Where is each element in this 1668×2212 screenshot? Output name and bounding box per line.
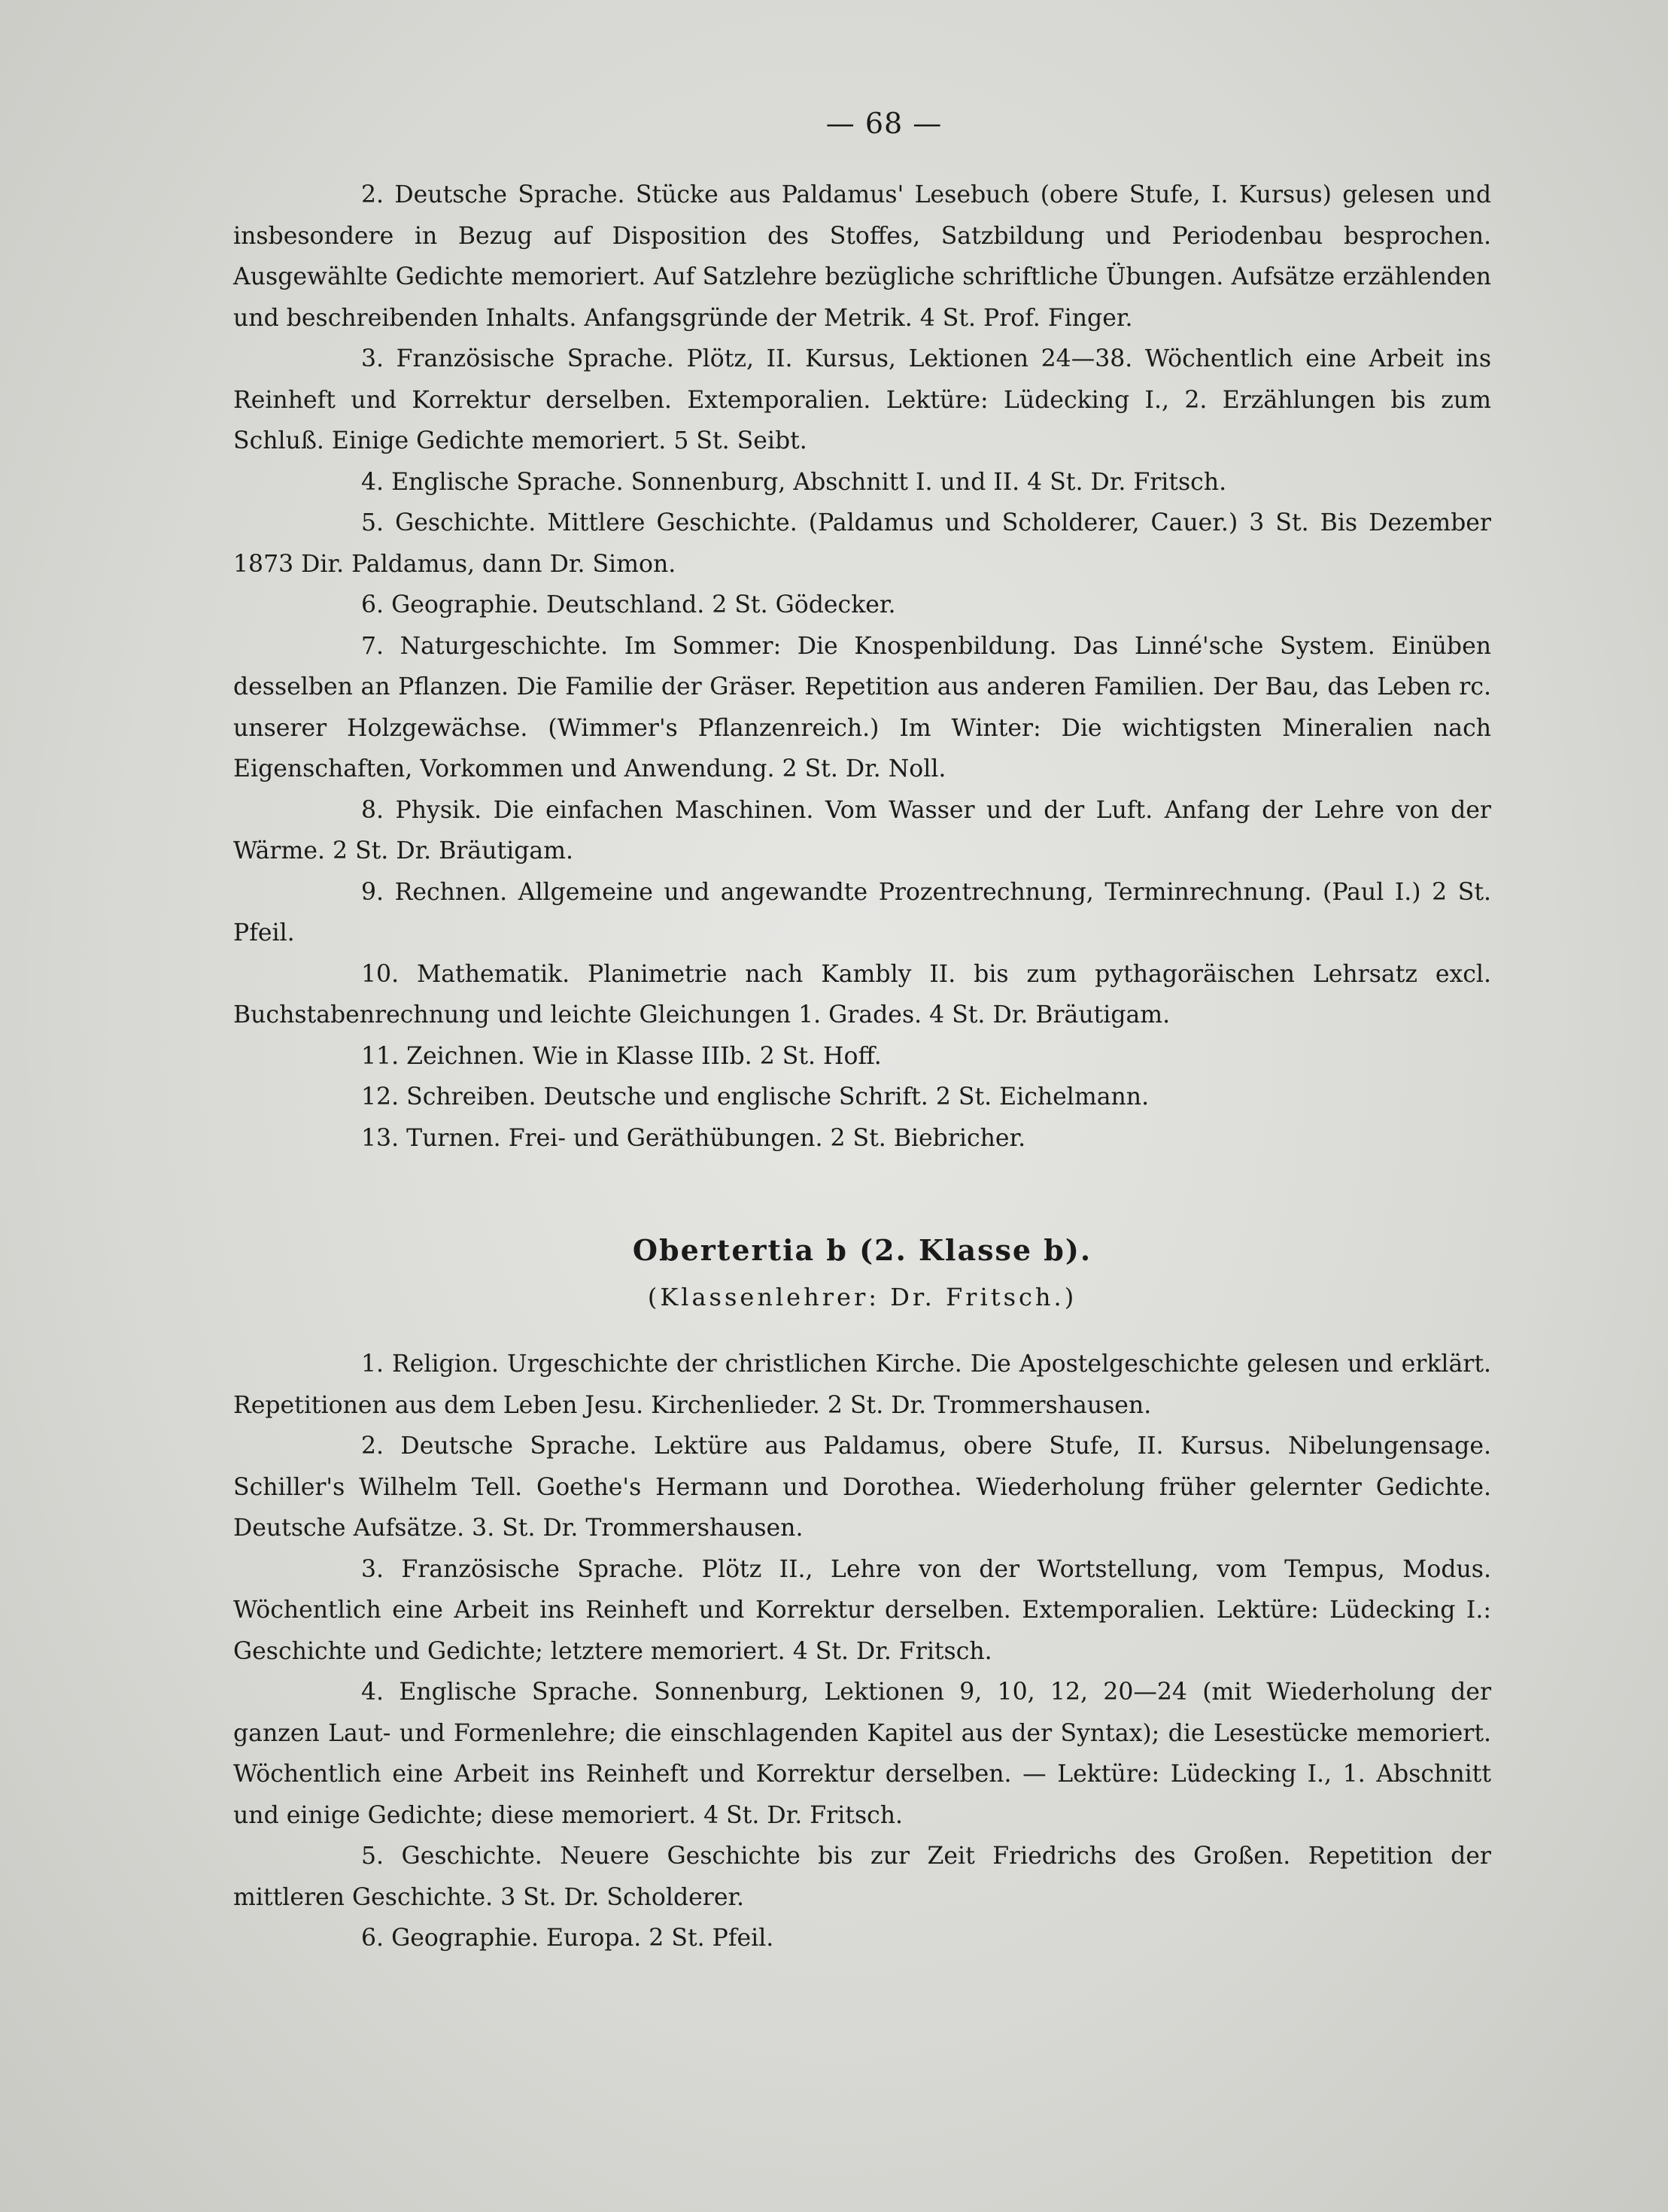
page-number: — 68 — xyxy=(825,107,943,140)
entry-deutsche-sprache-a: 2. Deutsche Sprache. Stücke aus Paldamus' Lesebuch (obere Stufe, I. Kursus) gelesen und insbesondere in Bezug auf Disposition des Stoffes, Satzbildung und Periodenbau besprochen. Ausgewählte Gedichte memoriert. Auf Satzlehre bezügliche schriftliche Übungen. Aufsätze erzählenden und beschreibenden Inhalts. Anfangsgründe der Metrik. 4 St. Prof. Finger. xyxy=(233,181,1491,332)
entry-schreiben-a: 12. Schreiben. Deutsche und englische Schrift. 2 St. Eichelmann. xyxy=(361,1083,1150,1111)
entry-deutsche-sprache-b: 2. Deutsche Sprache. Lektüre aus Paldamus, obere Stufe, II. Kursus. Nibelungensage. Schiller's Wilhelm Tell. Goethe's Hermann und Dorothea. Wiederholung früher gelernter Gedichte. Deutsche Aufsätze. 3. St. Dr. Trommershausen. xyxy=(233,1433,1491,1542)
entry-zeichnen-a: 11. Zeichnen. Wie in Klasse IIIb. 2 St. Hoff. xyxy=(361,1042,882,1070)
entry-franzoesische-sprache-b: 3. Französische Sprache. Plötz II., Lehre von der Wortstellung, vom Tempus, Modus. Wöchentlich eine Arbeit ins Reinheft und Korrektur derselben. Extemporalien. Lektüre: Lüdecking I.: Geschichte und Gedichte; letztere memoriert. 4 St. Dr. Fritsch. xyxy=(233,1555,1491,1665)
entry-franzoesische-sprache-a: 3. Französische Sprache. Plötz, II. Kursus, Lektionen 24—38. Wöchentlich eine Arbeit ins Reinheft und Korrektur derselben. Extemporalien. Lektüre: Lüdecking I., 2. Erzählungen bis zum Schluß. Einige Gedichte memoriert. 5 St. Seibt. xyxy=(233,345,1491,454)
entry-religion-b: 1. Religion. Urgeschichte der christlichen Kirche. Die Apostelgeschichte gelesen und erklärt. Repetitionen aus dem Leben Jesu. Kirchenlieder. 2 St. Dr. Trommershausen. xyxy=(233,1351,1491,1419)
entry-mathematik-a: 10. Mathematik. Planimetrie nach Kambly II. bis zum pythagoräischen Lehrsatz excl. Buchstabenrechnung und leichte Gleichungen 1. Grades. 4 St. Dr. Bräutigam. xyxy=(233,960,1491,1029)
section-subtitle: (Klassenlehrer: Dr. Fritsch.) xyxy=(647,1283,1077,1311)
entry-turnen-a: 13. Turnen. Frei- und Geräthübungen. 2 St. Biebricher. xyxy=(361,1124,1026,1152)
entry-rechnen-a: 9. Rechnen. Allgemeine und angewandte Prozentrechnung, Terminrechnung. (Paul I.) 2 St. Pfeil. xyxy=(233,878,1491,946)
section-title: Obertertia b (2. Klasse b). xyxy=(632,1233,1092,1267)
entry-geschichte-a: 5. Geschichte. Mittlere Geschichte. (Paldamus und Scholderer, Cauer.) 3 St. Bis Dezember 1873 Dir. Paldamus, dann Dr. Simon. xyxy=(233,509,1491,578)
entry-geographie-a: 6. Geographie. Deutschland. 2 St. Gödecker. xyxy=(361,591,896,618)
entry-englische-sprache-a: 4. Englische Sprache. Sonnenburg, Abschnitt I. und II. 4 St. Dr. Fritsch. xyxy=(361,468,1227,496)
page-content xyxy=(233,175,1491,1959)
entry-geschichte-b: 5. Geschichte. Neuere Geschichte bis zur Zeit Friedrichs des Großen. Repetition der mittleren Geschichte. 3 St. Dr. Scholderer. xyxy=(233,1843,1491,1911)
entry-englische-sprache-b: 4. Englische Sprache. Sonnenburg, Lektionen 9, 10, 12, 20—24 (mit Wiederholung der ganzen Laut- und Formenlehre; die einschlagenden Kapitel aus der Syntax); die Lesestücke memoriert. Wöchentlich eine Arbeit ins Reinheft und Korrektur derselben. — Lektüre: Lüdecking I., 1. Abschnitt und einige Gedichte; diese memoriert. 4 St. Dr. Fritsch. xyxy=(233,1679,1491,1829)
entry-naturgeschichte-a: 7. Naturgeschichte. Im Sommer: Die Knospenbildung. Das Linné'sche System. Einüben desselben an Pflanzen. Die Familie der Gräser. Repetition aus anderen Familien. Der Bau, das Leben rc. unserer Holzgewächse. (Wimmer's Pflanzenreich.) Im Winter: Die wichtigsten Mineralien nach Eigenschaften, Vorkommen und Anwendung. 2 St. Dr. Noll. xyxy=(233,632,1491,782)
entry-physik-a: 8. Physik. Die einfachen Maschinen. Vom Wasser und der Luft. Anfang der Lehre von der Wärme. 2 St. Dr. Bräutigam. xyxy=(233,796,1491,864)
entry-geographie-b: 6. Geographie. Europa. 2 St. Pfeil. xyxy=(361,1925,774,1952)
